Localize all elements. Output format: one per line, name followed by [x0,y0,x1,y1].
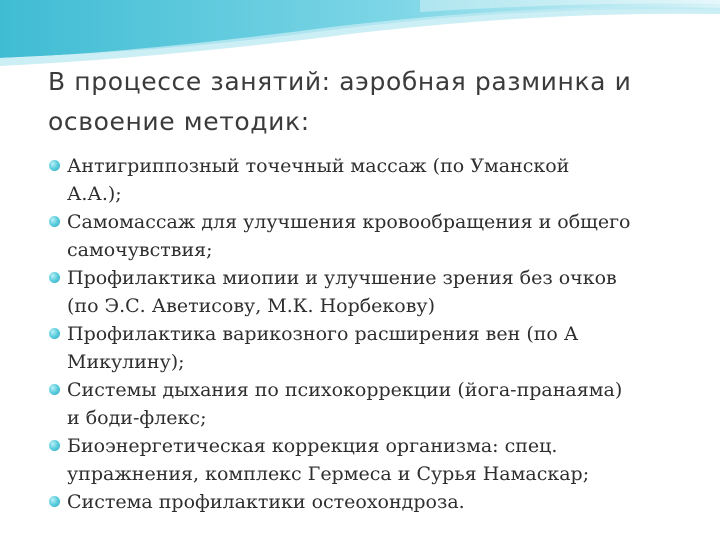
list-item-text [67,208,700,264]
list-item-text [67,432,700,488]
list-item-text [67,320,700,376]
list-item-line: Системы дыхания по психокоррекции (йога-пранаяма) [67,379,623,401]
list-item [48,152,700,208]
list-item-text [67,264,700,320]
bullet-icon [49,384,60,395]
list-item [48,376,700,432]
list-item-line: Антигриппозный точечный массаж (по Уманской [67,155,570,177]
list-item-line: (по Э.С. Аветисову, М.К. Норбекову) [67,295,436,317]
list-item-line: упражнения, комплекс Гермеса и Сурья Намаскар; [67,463,590,485]
list-item-line: Профилактика варикозного расширения вен (по А [67,323,579,345]
list-item [48,320,700,376]
list-item-line: Профилактика миопии и улучшение зрения без очков [67,267,617,289]
list-item-text [67,152,700,208]
list-item [48,432,700,488]
list-item [48,264,700,320]
methods-list [48,152,700,516]
list-item-text [67,488,700,516]
bullet-icon [49,328,60,339]
slide-title [48,62,708,142]
list-item-line: и боди-флекс; [67,407,207,429]
list-item-line: самочувствия; [67,239,213,261]
list-item-line: А.А.); [67,183,122,205]
list-item-line: Система профилактики остеохондроза. [67,491,465,513]
list-item-text [67,376,700,432]
list-item-line: Микулину); [67,351,185,373]
bullet-icon [49,216,60,227]
bullet-icon [49,160,60,171]
bullet-icon [49,496,60,507]
title-line-1: В процессе занятий: аэробная разминка и [48,67,632,96]
list-item [48,208,700,264]
title-line-2: освоение методик: [48,107,310,136]
list-item-line: Биоэнергетическая коррекция организма: спец. [67,435,558,457]
list-item [48,488,700,516]
header-wave-decoration [0,0,720,70]
list-item-line: Самомассаж для улучшения кровообращения и общего [67,211,631,233]
bullet-icon [49,440,60,451]
bullet-icon [49,272,60,283]
